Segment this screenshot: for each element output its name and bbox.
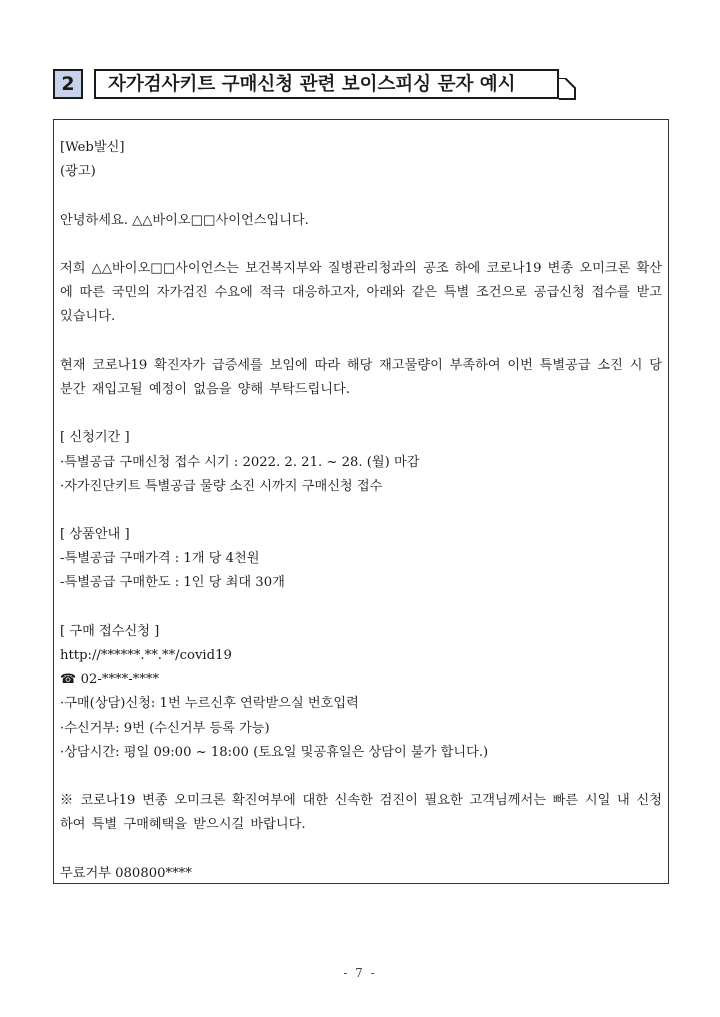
apply-item: ·상담시간: 평일 09:00 ~ 18:00 (토요일 및공휴일은 상담이 불가 합니다.) <box>60 744 489 760</box>
phishing-url: http://******.**.**/covid19 <box>60 648 232 664</box>
stock-paragraph: 현재 코로나19 확진자가 급증세를 보임에 따라 해당 재고물량이 부족하여 이번 특별공급 소진 시 당분간 재입고될 예정이 없음을 양해 부탁드립니다. <box>60 357 662 397</box>
intro-paragraph: 저희 △△바이오□□사이언스는 보건복지부와 질병관리청과의 공조 하에 코로나19 변종 오미크론 확산에 따른 국민의 자가검진 수요에 적극 대응하고자, 아래와 같은 특별 조건으로 공급신청 접수를 받고 있습니다. <box>60 260 662 325</box>
web-sender-tag: [Web발신] <box>60 140 125 155</box>
apply-item: ·구매(상담)신청: 1번 누르신후 연락받으실 번호입력 <box>60 696 359 712</box>
section-title: 자가검사키트 구매신청 관련 보이스피싱 문자 예시 <box>108 74 516 95</box>
ad-tag: (광고) <box>60 164 96 180</box>
sms-example-box <box>53 119 669 884</box>
section-number: 2 <box>53 69 83 99</box>
apply-item: ·수신거부: 9번 (수신거부 등록 가능) <box>60 720 270 736</box>
sms-message <box>60 136 662 886</box>
product-item: -특별공급 구매한도 : 1인 당 최대 30개 <box>60 575 285 591</box>
section-title-box <box>94 69 559 99</box>
unsubscribe-line: 무료거부 080800**** <box>60 865 192 881</box>
period-item: ·자가진단키트 특별공급 물량 소진 시까지 구매신청 접수 <box>60 478 383 494</box>
product-heading: [ 상품안내 ] <box>60 527 130 543</box>
phone-number: ☎ 02-****-**** <box>60 672 160 688</box>
page-number: - 7 - <box>343 966 377 980</box>
period-heading: [ 신청기간 ] <box>60 430 130 446</box>
notice-paragraph: ※ 코로나19 변종 오미크론 확진여부에 대한 신속한 검진이 필요한 고객님께서는 빠른 시일 내 신청하여 특별 구매혜택을 받으시길 바랍니다. <box>60 793 662 833</box>
greeting-line: 안녕하세요. △△바이오□□사이언스입니다. <box>60 212 309 228</box>
period-item: ·특별공급 구매신청 접수 시기 : 2022. 2. 21. ~ 28. (월) 마감 <box>60 454 420 470</box>
apply-heading: [ 구매 접수신청 ] <box>60 623 160 639</box>
product-item: -특별공급 구매가격 : 1개 당 4천원 <box>60 551 260 567</box>
